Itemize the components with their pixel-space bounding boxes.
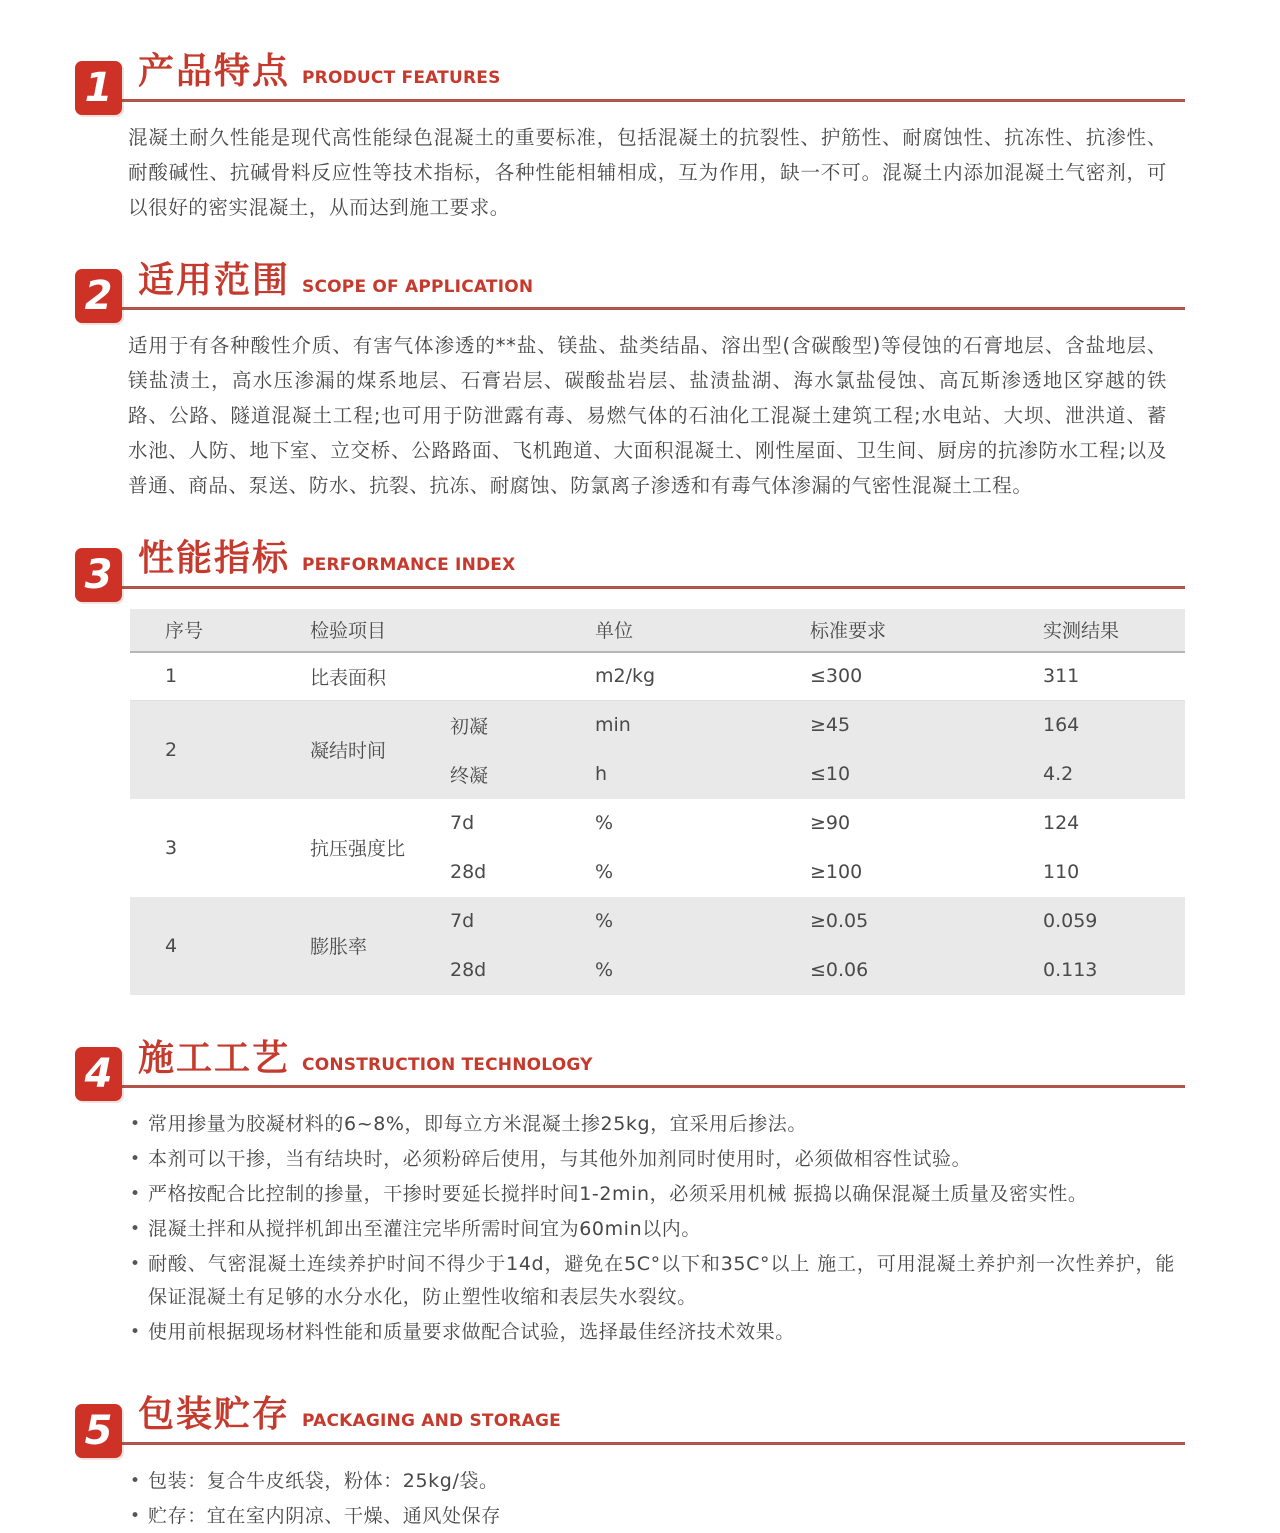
- header-cell-unit: 单位: [595, 620, 634, 643]
- section-title-block: [122, 52, 1185, 102]
- list-item: [128, 1248, 1175, 1314]
- cell-unit: h: [595, 763, 608, 786]
- cell-unit: %: [595, 861, 614, 884]
- cell-unit: %: [595, 812, 614, 835]
- bullet-dot-icon: •: [130, 1322, 141, 1343]
- bullet-dot-icon: •: [130, 1254, 141, 1275]
- table-row: [130, 799, 1185, 897]
- section-number: 2: [84, 273, 113, 320]
- section-title-zh: 适用范围: [138, 259, 291, 301]
- section-number-badge: [75, 61, 122, 115]
- list-item-text: 包装：复合牛皮纸袋，粉体：25kg/袋。: [148, 1469, 499, 1492]
- table-row: [130, 897, 1185, 995]
- bullet-list: [128, 1108, 1175, 1349]
- section-number: 3: [84, 551, 113, 598]
- section-title-en: PRODUCT FEATURES: [302, 68, 501, 88]
- cell-standard: ≥90: [810, 812, 851, 835]
- cell-standard: ≥45: [810, 714, 851, 737]
- cell-no: 2: [165, 738, 178, 761]
- cell-unit: m2/kg: [595, 665, 656, 688]
- header-cell-item: 检验项目: [310, 620, 387, 643]
- section-header: [75, 51, 1185, 111]
- table-row: [130, 701, 1185, 799]
- section-number: 4: [84, 1051, 113, 1098]
- section-packaging-storage: [75, 1395, 1185, 1533]
- list-item: [128, 1316, 1175, 1349]
- section-number: 1: [84, 64, 113, 111]
- section-title-en: PACKAGING AND STORAGE: [302, 1411, 561, 1432]
- bullet-dot-icon: •: [130, 1219, 141, 1240]
- list-item-text: 本剂可以干掺，当有结块时，必须粉碎后使用，与其他外加剂同时使用时，必须做相容性试验。: [148, 1148, 972, 1171]
- cell-subname: 7d: [450, 910, 475, 933]
- section-header: [75, 259, 1185, 320]
- section-header: [75, 1394, 1185, 1454]
- bullet-dot-icon: •: [130, 1505, 141, 1526]
- table-row: [130, 653, 1185, 701]
- cell-result: 164: [1043, 714, 1080, 737]
- section-number-badge: [75, 1047, 122, 1101]
- header-cell-result: 实测结果: [1043, 620, 1120, 643]
- section-title-block: [122, 539, 1185, 589]
- cell-result: 311: [1043, 665, 1080, 688]
- section-number-badge: [75, 269, 122, 323]
- section-number: 5: [84, 1407, 113, 1454]
- section-header: [75, 1037, 1185, 1098]
- section-title-en: PERFORMANCE INDEX: [302, 555, 516, 576]
- section-title-en: SCOPE OF APPLICATION: [302, 276, 534, 297]
- cell-subname: 初凝: [450, 715, 489, 738]
- section-performance-index: [75, 539, 1185, 995]
- cell-unit: %: [595, 959, 614, 982]
- cell-result: 110: [1043, 861, 1080, 884]
- list-item-text: 常用掺量为胶凝材料的6~8%，即每立方米混凝土掺25kg，宜采用后掺法。: [148, 1113, 807, 1136]
- cell-no: 3: [165, 836, 178, 859]
- cell-standard: ≤0.06: [810, 959, 869, 982]
- list-item: [128, 1213, 1175, 1246]
- cell-unit: min: [595, 714, 631, 737]
- section-product-features: [75, 52, 1185, 225]
- list-item-text: 严格按配合比控制的掺量，干掺时要延长搅拌时间1-2min，必须采用机械 振捣以确保混凝土质量及密实性。: [148, 1183, 1088, 1206]
- cell-no: 4: [165, 934, 178, 957]
- cell-result: 4.2: [1043, 763, 1074, 786]
- cell-standard: ≤300: [810, 665, 863, 688]
- performance-table: [130, 609, 1185, 995]
- cell-result: 0.059: [1043, 910, 1098, 933]
- header-cell-no: 序号: [165, 620, 204, 643]
- cell-standard: ≥100: [810, 861, 863, 884]
- section-title-zh: 性能指标: [138, 538, 291, 580]
- cell-item: 膨胀率: [310, 936, 368, 959]
- cell-result: 0.113: [1043, 959, 1098, 982]
- cell-unit: %: [595, 910, 614, 933]
- list-item: [128, 1178, 1175, 1211]
- list-item-text: 使用前根据现场材料性能和质量要求做配合试验，选择最佳经济技术效果。: [148, 1321, 795, 1344]
- cell-result: 124: [1043, 812, 1080, 835]
- section-number-badge: [75, 1404, 122, 1458]
- cell-item: 凝结时间: [310, 740, 387, 763]
- section-title-block: [122, 1395, 1185, 1445]
- list-item: [128, 1108, 1175, 1141]
- section-scope-of-application: [75, 261, 1185, 504]
- bullet-dot-icon: •: [130, 1184, 141, 1205]
- section-paragraph: 混凝土耐久性能是现代高性能绿色混凝土的重要标准，包括混凝土的抗裂性、护筋性、耐腐蚀性、抗冻性、抗渗性、耐酸碱性、抗碱骨料反应性等技术指标，各种性能相辅相成，互为作用，缺一不可。混凝土内添加混凝土气密剂，可以很好的密实混凝土，从而达到施工要求。: [128, 125, 1167, 219]
- list-item: [128, 1500, 1175, 1533]
- section-title-zh: 施工工艺: [138, 1037, 291, 1079]
- cell-subname: 28d: [450, 861, 487, 884]
- section-title-en: CONSTRUCTION TECHNOLOGY: [302, 1054, 593, 1075]
- table-header-row: [130, 609, 1185, 653]
- cell-standard: ≥0.05: [810, 910, 869, 933]
- list-item: [128, 1465, 1175, 1498]
- bullet-dot-icon: •: [130, 1149, 141, 1170]
- cell-no: 1: [165, 665, 178, 688]
- section-construction-technology: [75, 1039, 1185, 1350]
- header-cell-standard: 标准要求: [810, 620, 887, 643]
- cell-subname: 终凝: [450, 764, 489, 787]
- bullet-list: [128, 1465, 1175, 1533]
- cell-item: 抗压强度比: [310, 838, 406, 861]
- list-item-text: 混凝土拌和从搅拌机卸出至灌注完毕所需时间宜为60min以内。: [148, 1218, 702, 1241]
- cell-item: 比表面积: [310, 666, 387, 689]
- section-title-zh: 包装贮存: [138, 1394, 291, 1436]
- list-item-text: 贮存：宜在室内阴凉、干燥、通风处保存: [148, 1504, 501, 1527]
- section-number-badge: [75, 548, 122, 602]
- bullet-dot-icon: •: [130, 1114, 141, 1135]
- bullet-dot-icon: •: [130, 1470, 141, 1491]
- cell-standard: ≤10: [810, 763, 851, 786]
- cell-subname: 7d: [450, 812, 475, 835]
- section-header: [75, 538, 1185, 598]
- cell-subname: [440, 653, 580, 700]
- section-title-zh: 产品特点: [138, 51, 291, 92]
- list-item-text: 耐酸、气密混凝土连续养护时间不得少于14d，避免在5C°以下和35C°以上 施工，可用混凝土养护剂一次性养护，能保证混凝土有足够的水分水化，防止塑性收缩和表层失水裂纹。: [148, 1253, 1175, 1309]
- section-paragraph: 适用于有各种酸性介质、有害气体渗透的**盐、镁盐、盐类结晶、溶出型(含碳酸型)等侵蚀的石膏地层、含盐地层、镁盐渍土，高水压渗漏的煤系地层、石膏岩层、碳酸盐岩层、盐渍盐湖、海水氯盐侵蚀、高瓦斯渗透地区穿越的铁路、公路、隧道混凝土工程;也可用于防泄露有毒、易燃气体的石油化工混凝土建筑工程;水电站、大坝、泄洪道、蓄水池、人防、地下室、立交桥、公路路面、飞机跑道、大面积混凝土、刚性屋面、卫生间、厨房的抗渗防水工程;以及普通、商品、泵送、防水、抗裂、抗冻、耐腐蚀、防氯离子渗透和有毒气体渗漏的气密性混凝土工程。: [128, 334, 1167, 498]
- section-title-block: [122, 1039, 1185, 1089]
- cell-subname: 28d: [450, 959, 487, 982]
- list-item: [128, 1143, 1175, 1176]
- section-title-block: [122, 261, 1185, 311]
